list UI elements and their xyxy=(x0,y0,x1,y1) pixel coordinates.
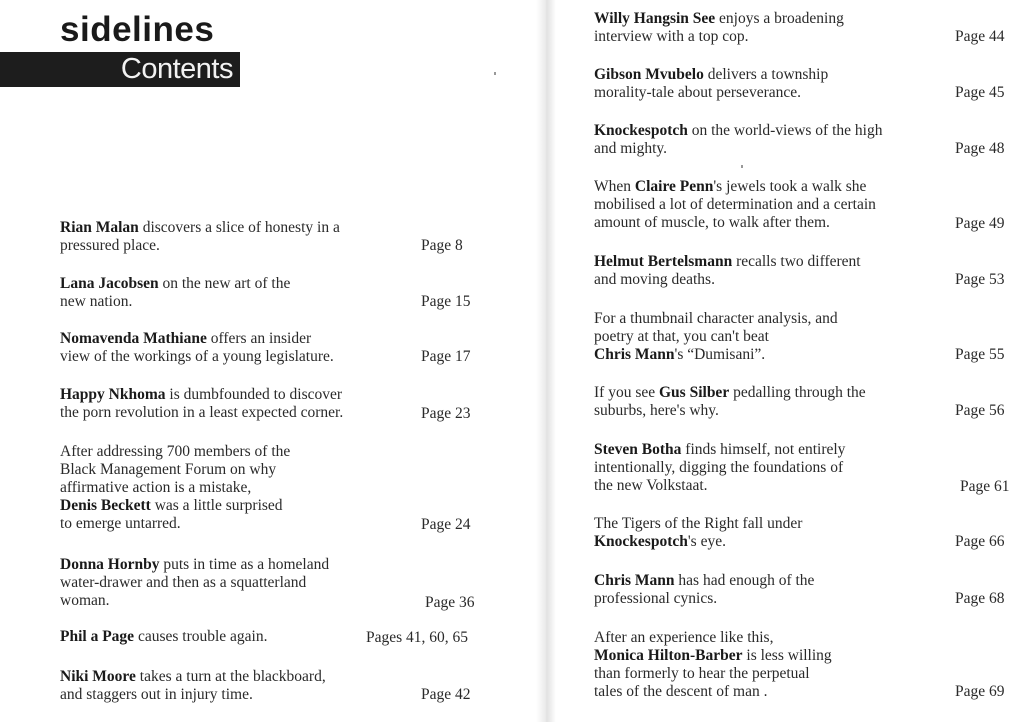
entry-line: Gibson Mvubelo delivers a township xyxy=(594,66,829,83)
author-name: Phil a Page xyxy=(60,628,135,645)
toc-entry xyxy=(60,386,343,422)
entry-line: The Tigers of the Right fall under xyxy=(594,515,803,532)
page-number: Page 15 xyxy=(421,293,471,310)
author-name: Niki Moore xyxy=(60,668,136,685)
page-number: Page 61 xyxy=(960,478,1010,495)
entry-line: tales of the descent of man . xyxy=(594,683,768,700)
toc-entry xyxy=(594,178,876,232)
entry-line: to emerge untarred. xyxy=(60,515,181,532)
page-number: Page 53 xyxy=(955,271,1005,288)
entry-line: After addressing 700 members of the xyxy=(60,443,291,460)
entry-line: interview with a top cop. xyxy=(594,28,749,45)
toc-entry xyxy=(60,628,268,646)
toc-entry xyxy=(60,330,334,366)
entry-line: Monica Hilton-Barber is less willing xyxy=(594,647,832,664)
page-number: Page 17 xyxy=(421,348,471,365)
author-name: Nomavenda Mathiane xyxy=(60,330,207,347)
entry-line: If you see Gus Silber pedalling through the xyxy=(594,384,866,401)
entry-line: For a thumbnail character analysis, and xyxy=(594,310,838,327)
toc-entry xyxy=(594,122,882,158)
entry-line: water-drawer and then as a squatterland xyxy=(60,574,307,591)
author-name: Gus Silber xyxy=(659,384,730,401)
entry-line: Steven Botha finds himself, not entirely xyxy=(594,441,846,458)
entry-line: and moving deaths. xyxy=(594,271,715,288)
entry-line: affirmative action is a mistake, xyxy=(60,479,252,496)
entry-line: Nomavenda Mathiane offers an insider xyxy=(60,330,312,347)
page-number: Page 8 xyxy=(421,237,463,254)
toc-entry xyxy=(60,443,290,533)
page-number: Page 48 xyxy=(955,140,1005,157)
section-title: Contents xyxy=(120,53,233,85)
author-name: Claire Penn xyxy=(634,178,714,195)
author-name: Chris Mann xyxy=(594,572,675,589)
author-name: Gibson Mvubelo xyxy=(594,66,704,83)
scan-speck xyxy=(494,72,496,75)
entry-line: Black Management Forum on why xyxy=(60,461,277,478)
entry-line: professional cynics. xyxy=(594,590,718,607)
page-number: Pages 41, 60, 65 xyxy=(366,629,469,646)
contents-banner xyxy=(0,52,240,87)
entry-line: the porn revolution in a least expected corner. xyxy=(60,404,344,421)
author-name: Chris Mann xyxy=(594,346,675,363)
entry-line: Rian Malan discovers a slice of honesty in a xyxy=(60,219,340,236)
entry-line: and mighty. xyxy=(594,140,668,157)
entry-line: and staggers out in injury time. xyxy=(60,686,253,703)
entry-line: Niki Moore takes a turn at the blackboard, xyxy=(60,668,326,685)
toc-entry xyxy=(594,384,866,420)
entry-line: When Claire Penn's jewels took a walk she xyxy=(594,178,867,195)
toc-entry xyxy=(594,253,861,289)
entry-line: poetry at that, you can't beat xyxy=(594,328,769,345)
entry-line: Denis Beckett was a little surprised xyxy=(60,497,283,514)
toc-entry xyxy=(594,515,802,551)
page-number: Page 45 xyxy=(955,84,1005,101)
entry-line: After an experience like this, xyxy=(594,629,774,646)
page-number: Page 24 xyxy=(421,516,471,533)
entry-line: morality-tale about perseverance. xyxy=(594,84,801,101)
page-number: Page 42 xyxy=(421,686,471,703)
page-number: Page 56 xyxy=(955,402,1005,419)
toc-entry xyxy=(594,572,814,608)
toc-entry xyxy=(594,10,844,46)
author-name: Lana Jacobsen xyxy=(60,275,159,292)
page-number: Page 55 xyxy=(955,346,1005,363)
toc-entry xyxy=(594,66,828,102)
entry-line: mobilised a lot of determination and a certain xyxy=(594,196,876,213)
entry-line: Knockespotch's eye. xyxy=(594,533,726,550)
author-name: Happy Nkhoma xyxy=(60,386,166,403)
author-name: Steven Botha xyxy=(594,441,682,458)
page-gutter xyxy=(536,0,556,722)
toc-entry xyxy=(594,629,832,701)
author-name: Donna Hornby xyxy=(60,556,160,573)
author-name: Monica Hilton-Barber xyxy=(594,647,743,664)
toc-entry xyxy=(594,310,838,364)
author-name: Knockespotch xyxy=(594,533,688,550)
entry-line: Lana Jacobsen on the new art of the xyxy=(60,275,291,292)
page-number: Page 23 xyxy=(421,405,471,422)
author-name: Helmut Bertelsmann xyxy=(594,253,733,270)
page-number: Page 69 xyxy=(955,683,1005,700)
entry-line: Chris Mann has had enough of the xyxy=(594,572,815,589)
entry-line: the new Volkstaat. xyxy=(594,477,708,494)
entry-line: woman. xyxy=(60,592,110,609)
entry-line: Willy Hangsin See enjoys a broadening xyxy=(594,10,844,27)
entry-line: Donna Hornby puts in time as a homeland xyxy=(60,556,330,573)
page-number: Page 68 xyxy=(955,590,1005,607)
toc-entry xyxy=(594,441,845,495)
entry-line: suburbs, here's why. xyxy=(594,402,719,419)
page-number: Page 36 xyxy=(425,594,475,611)
author-name: Willy Hangsin See xyxy=(594,10,716,27)
entry-line: pressured place. xyxy=(60,237,160,254)
entry-line: new nation. xyxy=(60,293,133,310)
author-name: Denis Beckett xyxy=(60,497,151,514)
toc-entry xyxy=(60,556,329,610)
entry-line: than formerly to hear the perpetual xyxy=(594,665,810,682)
page-number: Page 49 xyxy=(955,215,1005,232)
entry-line: amount of muscle, to walk after them. xyxy=(594,214,830,231)
entry-line: Phil a Page causes trouble again. xyxy=(60,628,268,645)
author-name: Rian Malan xyxy=(60,219,139,236)
entry-line: Chris Mann's “Dumisani”. xyxy=(594,346,766,363)
entry-line: Knockespotch on the world-views of the high xyxy=(594,122,883,139)
entry-line: Happy Nkhoma is dumbfounded to discover xyxy=(60,386,343,403)
toc-entry xyxy=(60,219,340,255)
page-number: Page 66 xyxy=(955,533,1005,550)
entry-line: Helmut Bertelsmann recalls two different xyxy=(594,253,861,270)
toc-entry xyxy=(60,668,326,704)
author-name: Knockespotch xyxy=(594,122,688,139)
brand-title: sidelines xyxy=(60,10,215,49)
entry-line: view of the workings of a young legislature. xyxy=(60,348,334,365)
toc-entry xyxy=(60,275,290,311)
entry-line: intentionally, digging the foundations of xyxy=(594,459,844,476)
scan-speck xyxy=(741,165,743,168)
page-number: Page 44 xyxy=(955,28,1005,45)
